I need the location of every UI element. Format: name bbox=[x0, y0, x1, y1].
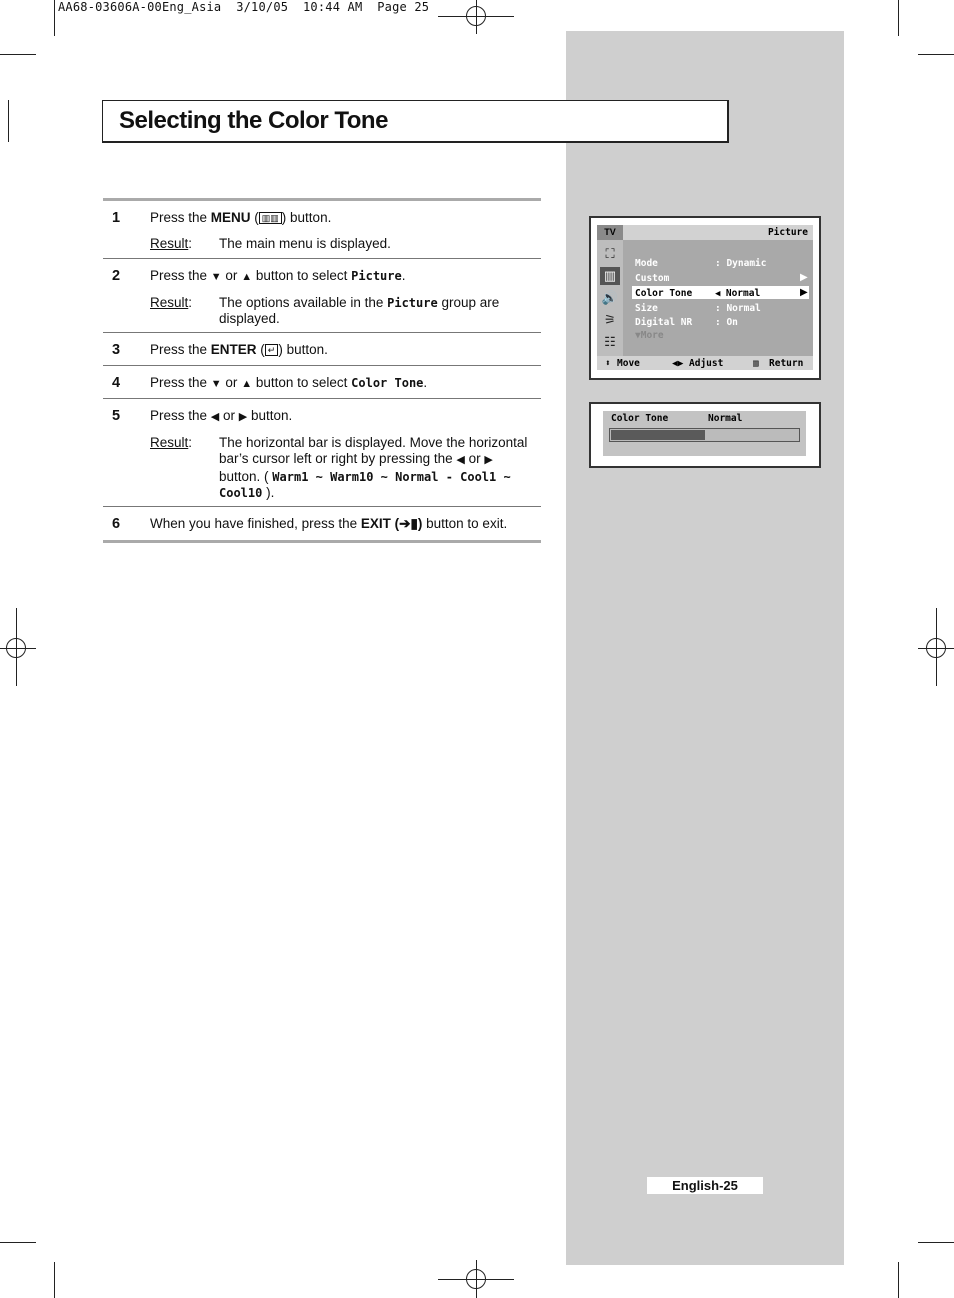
osd-more[interactable]: ▼More bbox=[635, 330, 664, 341]
color-tone-value: Normal bbox=[708, 413, 743, 424]
osd-return-label: Return bbox=[769, 358, 804, 369]
osd-adjust-label: Adjust bbox=[689, 358, 724, 369]
step-4 bbox=[103, 366, 541, 399]
input-icon: ⛶ bbox=[605, 246, 615, 261]
menu-icon: ▥▥ bbox=[259, 212, 282, 224]
step-number: 1 bbox=[112, 210, 121, 226]
page-title: Selecting the Color Tone bbox=[119, 107, 388, 134]
left-arrow-icon: ◀ bbox=[210, 411, 220, 423]
right-arrow-icon: ▶ bbox=[484, 454, 493, 466]
exit-icon: ➔▮ bbox=[399, 516, 418, 531]
color-tone-bar-frame bbox=[589, 402, 821, 468]
down-arrow-icon: ▼ bbox=[635, 330, 641, 341]
print-header: AA68-03606A-00Eng_Asia 3/10/05 10:44 AM Page 25 bbox=[58, 0, 430, 14]
osd-heading: Picture bbox=[767, 227, 808, 238]
left-arrow-icon: ◀ bbox=[715, 289, 726, 299]
setup-icon: ☷ bbox=[604, 334, 616, 349]
step-instruction: Press the ENTER ( ↵ ) button. bbox=[150, 342, 328, 357]
step-result: Result: The options available in the Picture group are displayed. bbox=[150, 294, 500, 326]
color-tone-label: Color Tone bbox=[611, 413, 669, 424]
step-number: 3 bbox=[112, 342, 121, 358]
title-box bbox=[102, 100, 729, 143]
step-number: 5 bbox=[112, 408, 121, 424]
down-arrow-icon: ▼ bbox=[210, 271, 222, 283]
osd-tv-label: TV bbox=[597, 225, 623, 240]
step-result: Result: The horizontal bar is displayed. Move the horizontal bar’s cursor left or right by pressing the ◀ or ▶ button. ( Warm1 ~ Warm10 ~ Normal - Cool1 ~ Cool10 ). bbox=[150, 434, 528, 500]
right-arrow-icon: ▶ bbox=[238, 411, 248, 423]
step-2 bbox=[103, 259, 541, 333]
menu-icon: ▥ bbox=[753, 358, 759, 369]
left-right-arrow-icon: ◀▶ bbox=[672, 358, 684, 369]
step-number: 2 bbox=[112, 268, 121, 284]
step-instruction: Press the MENU ( ▥▥ ) button. bbox=[150, 210, 332, 225]
osd-move-label: Move bbox=[617, 358, 640, 369]
down-arrow-icon: ▼ bbox=[210, 378, 222, 390]
osd-top-bar bbox=[597, 225, 813, 240]
osd-icon-column bbox=[597, 240, 623, 356]
osd-bottom-bar bbox=[597, 356, 813, 370]
osd-row-mode[interactable]: Mode : Dynamic bbox=[635, 258, 767, 269]
osd-row-size[interactable]: Size : Normal bbox=[635, 303, 761, 314]
step-number: 4 bbox=[112, 375, 121, 391]
up-down-arrow-icon: ⬍ bbox=[605, 358, 611, 369]
color-tone-slider-fill bbox=[611, 430, 705, 440]
osd-row-digital-nr[interactable]: Digital NR : On bbox=[635, 317, 738, 328]
step-3 bbox=[103, 333, 541, 366]
step-1 bbox=[103, 201, 541, 259]
step-6 bbox=[103, 507, 541, 543]
step-result: Result: The main menu is displayed. bbox=[150, 235, 391, 251]
osd-row-custom[interactable]: Custom bbox=[635, 273, 670, 284]
sound-icon: 🔊 bbox=[601, 290, 619, 305]
osd-row-color-tone[interactable]: Color Tone ◀ Normal bbox=[635, 288, 761, 299]
right-arrow-icon: ▶ bbox=[800, 287, 808, 298]
step-5 bbox=[103, 399, 541, 507]
step-instruction: Press the ◀ or ▶ button. bbox=[150, 408, 293, 423]
right-arrow-icon: ▶ bbox=[800, 272, 808, 283]
osd-menu-frame bbox=[589, 216, 821, 380]
color-tone-slider[interactable] bbox=[609, 428, 800, 442]
osd-menu-screen bbox=[597, 225, 813, 370]
page-number: English-25 bbox=[647, 1177, 763, 1194]
step-instruction: Press the ▼ or ▲ button to select Picture. bbox=[150, 268, 406, 283]
step-instruction: Press the ▼ or ▲ button to select Color Tone. bbox=[150, 375, 428, 390]
step-instruction: When you have finished, press the EXIT (➔▮) button to exit. bbox=[150, 516, 508, 531]
steps-list bbox=[103, 198, 541, 543]
picture-icon: ▥ bbox=[600, 267, 620, 285]
color-tone-bar-screen bbox=[603, 411, 806, 456]
up-arrow-icon: ▲ bbox=[241, 271, 253, 283]
enter-icon: ↵ bbox=[265, 344, 279, 356]
channel-icon: ⚞ bbox=[604, 312, 616, 327]
step-number: 6 bbox=[112, 516, 121, 532]
up-arrow-icon: ▲ bbox=[241, 378, 253, 390]
left-arrow-icon: ◀ bbox=[456, 454, 465, 466]
